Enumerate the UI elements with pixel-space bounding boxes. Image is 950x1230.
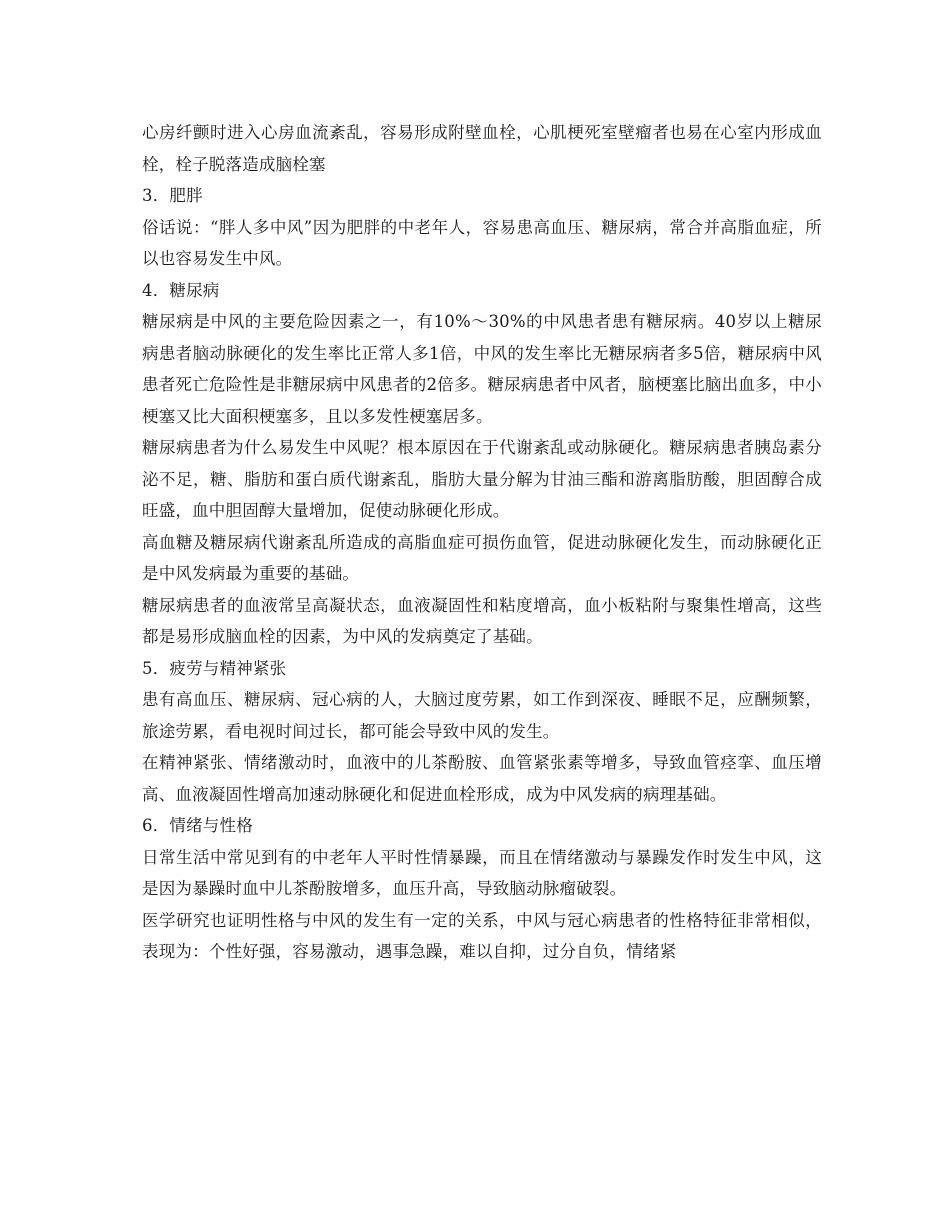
section-heading-emotion: 6．情绪与性格	[142, 816, 253, 835]
paragraph-diabetes-risk: 糖尿病是中风的主要危险因素之一，有10%～30%的中风患者患有糖尿病。40岁以上糖尿病患者脑动脉硬化的发生率比正常人多1倍，中风的发生率比无糖尿病者多5倍，糖尿病中风患者死亡危险性是非糖尿病中风患者的2倍多。糖尿病患者中风者，脑梗塞比脑出血多，中小梗塞又比大面积梗塞多，且以多发性梗塞居多。	[142, 312, 822, 426]
paragraph-diabetes-coagulation: 糖尿病患者的血液常呈高凝状态，血液凝固性和粘度增高，血小板粘附与聚集性增高，这些都是易形成脑血栓的因素，为中风的发病奠定了基础。	[142, 595, 822, 646]
paragraph-atrial-fibrillation: 心房纤颤时进入心房血流紊乱，容易形成附壁血栓，心肌梗死室壁瘤者也易在心室内形成血栓，栓子脱落造成脑栓塞	[142, 123, 822, 174]
paragraph-diabetes-cause: 糖尿病患者为什么易发生中风呢？根本原因在于代谢紊乱或动脉硬化。糖尿病患者胰岛素分泌不足，糖、脂肪和蛋白质代谢紊乱，脂肪大量分解为甘油三酯和游离脂肪酸，胆固醇合成旺盛，血中胆固醇大量增加，促使动脉硬化形成。	[142, 438, 822, 520]
paragraph-obesity: 俗话说：“胖人多中风”因为肥胖的中老年人，容易患高血压、糖尿病，常合并高脂血症，所以也容易发生中风。	[142, 217, 822, 268]
paragraph-diabetes-hyperlipidemia: 高血糖及糖尿病代谢紊乱所造成的高脂血症可损伤血管，促进动脉硬化发生，而动脉硬化正是中风发病最为重要的基础。	[142, 532, 822, 583]
paragraph-emotion-personality: 医学研究也证明性格与中风的发生有一定的关系，中风与冠心病患者的性格特征非常相似，表现为：个性好强，容易激动，遇事急躁，难以自抑，过分自负，情绪紧	[142, 910, 822, 961]
section-heading-obesity: 3．肥胖	[142, 186, 203, 205]
section-heading-diabetes: 4．糖尿病	[142, 280, 220, 300]
document-body	[142, 117, 822, 968]
section-heading-fatigue: 5．疲劳与精神紧张	[142, 658, 287, 678]
paragraph-emotion-temper: 日常生活中常见到有的中老年人平时性情暴躁，而且在情绪激动与暴躁发作时发生中风，这是因为暴躁时血中儿茶酚胺增多，血压升高，导致脑动脉瘤破裂。	[142, 847, 822, 898]
paragraph-fatigue-stress: 在精神紧张、情绪激动时，血液中的儿茶酚胺、血管紧张素等增多，导致血管痉挛、血压增高、血液凝固性增高加速动脉硬化和促进血栓形成，成为中风发病的病理基础。	[142, 753, 822, 804]
paragraph-fatigue-overwork: 患有高血压、糖尿病、冠心病的人，大脑过度劳累，如工作到深夜、睡眠不足，应酬频繁，旅途劳累，看电视时间过长，都可能会导致中风的发生。	[142, 690, 822, 741]
